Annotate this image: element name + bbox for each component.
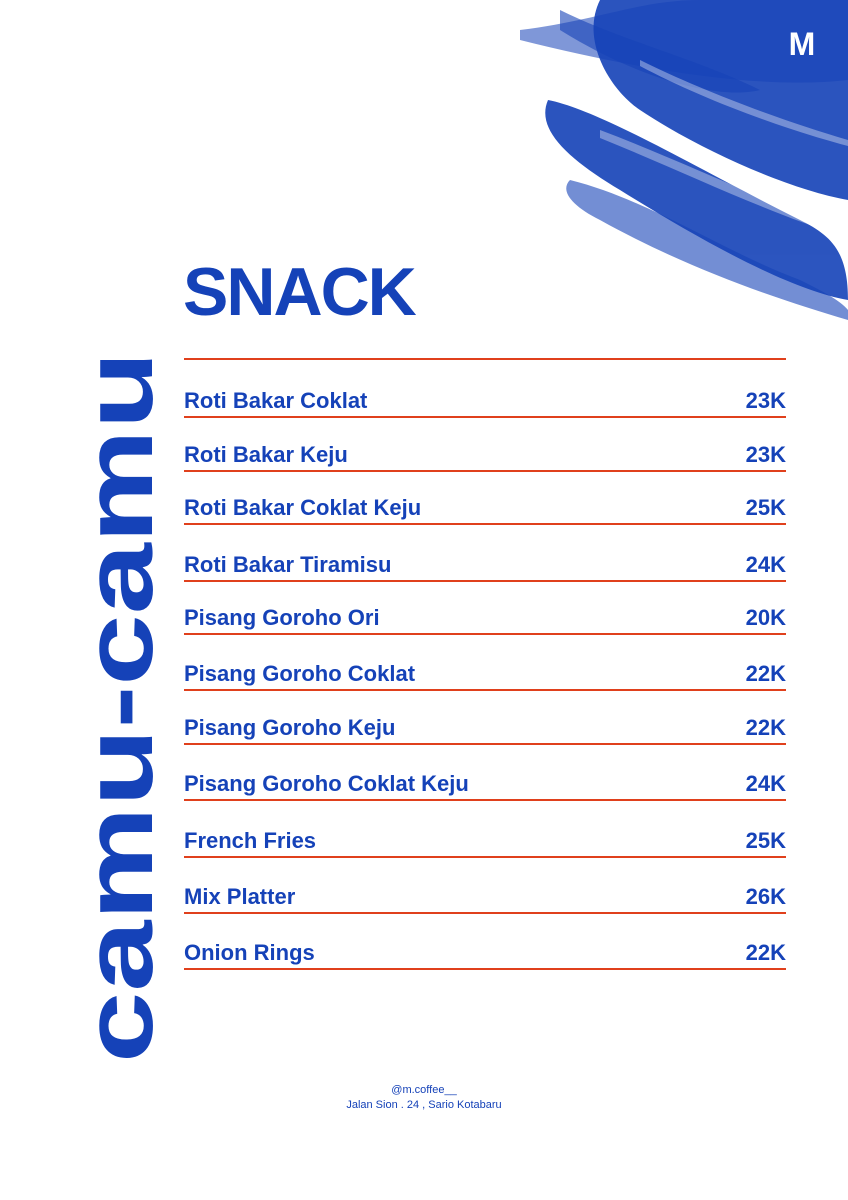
menu-item	[184, 878, 786, 914]
menu-item-price: 22K	[745, 940, 786, 965]
menu-item	[184, 765, 786, 801]
menu-item-price: 20K	[745, 605, 786, 630]
menu-item-name: Mix Platter	[184, 884, 296, 909]
menu-item	[184, 382, 786, 418]
menu-item-price: 26K	[745, 884, 786, 909]
menu-item-name: Pisang Goroho Coklat	[184, 661, 416, 686]
menu-item-name: Pisang Goroho Ori	[184, 605, 380, 630]
menu-item-price: 25K	[745, 495, 786, 520]
menu-item	[184, 489, 786, 525]
menu-item	[184, 546, 786, 582]
menu-item-name: French Fries	[184, 828, 317, 853]
menu-item-price: 25K	[745, 828, 786, 853]
menu-item-price: 23K	[745, 388, 786, 413]
menu-item	[184, 709, 786, 745]
vertical-brand-text: camu-camu	[63, 518, 173, 1063]
menu-item-name: Pisang Goroho Keju	[184, 715, 396, 740]
menu-item	[184, 436, 786, 472]
menu-item-name: Roti Bakar Coklat	[184, 388, 368, 413]
menu-item-name: Roti Bakar Keju	[184, 442, 348, 467]
brand-logo-m: M	[788, 26, 816, 62]
menu-item	[184, 655, 786, 691]
footer	[0, 1083, 848, 1113]
vertical-brand-wordmark	[63, 345, 173, 1065]
menu-item-price: 23K	[745, 442, 786, 467]
social-handle: @m.coffee__	[391, 1084, 457, 1096]
menu-item-price: 22K	[745, 715, 786, 740]
menu-item-price: 24K	[745, 771, 786, 796]
brush-stroke-decoration	[0, 0, 848, 320]
menu-item	[184, 934, 786, 970]
menu-item-price: 22K	[745, 661, 786, 686]
title-divider	[184, 358, 786, 360]
menu-item-name: Pisang Goroho Coklat Keju	[184, 771, 469, 796]
menu-item-name: Onion Rings	[184, 940, 315, 965]
store-address: Jalan Sion . 24 , Sario Kotabaru	[346, 1099, 502, 1111]
menu-item	[184, 599, 786, 635]
menu-item	[184, 822, 786, 858]
menu-item-name: Roti Bakar Tiramisu	[184, 552, 392, 577]
section-title: SNACK	[183, 254, 415, 330]
menu-item-name: Roti Bakar Coklat Keju	[184, 495, 422, 520]
menu-item-price: 24K	[745, 552, 786, 577]
